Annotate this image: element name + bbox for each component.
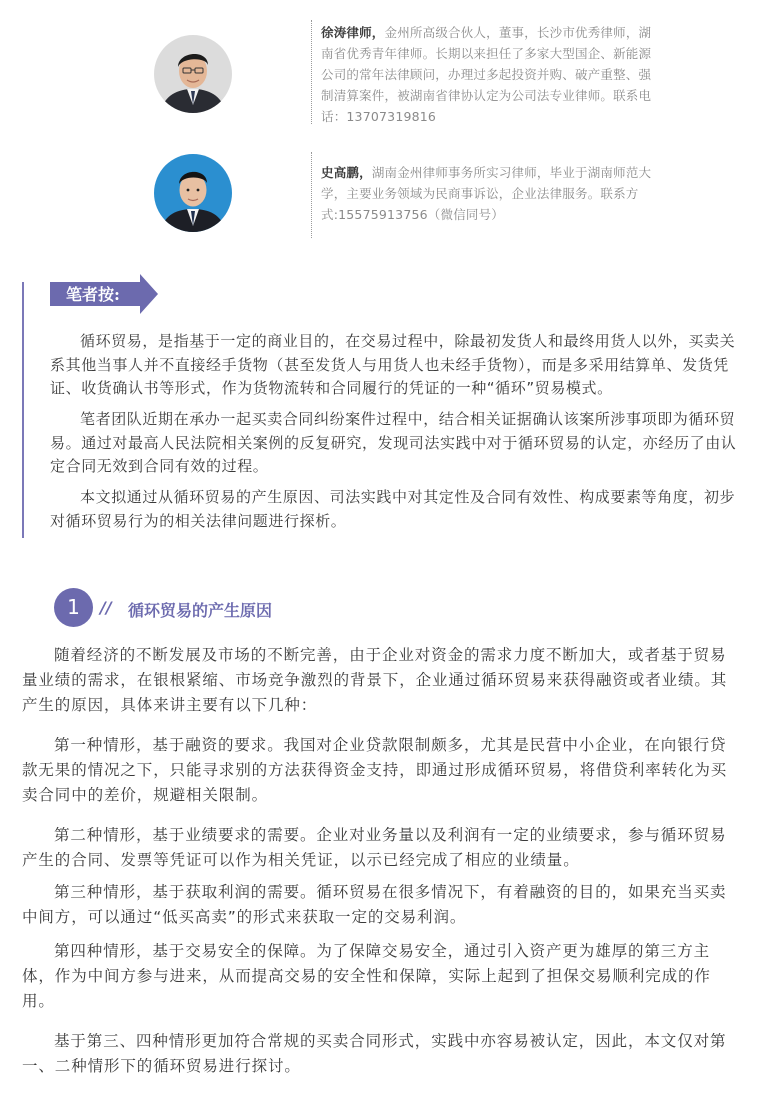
section-title: 循环贸易的产生原因 bbox=[128, 601, 273, 620]
note-paragraph-1: 循环贸易，是指基于一定的商业目的，在交易过程中，除最初发货人和最终用货人以外，买卖关系其他当事人并不直接经手货物（甚至发货人与用货人也未经手货物），而是多采用结算单、发货凭证、收货确认书等形式，作为货物流转和合同履行的凭证的一种“循环”贸易模式。 bbox=[50, 332, 736, 397]
section-paragraph-4: 第三种情形，基于获取利润的需要。循环贸易在很多情况下，有着融资的目的，如果充当买卖中间方，可以通过“低买高卖”的形式来获取一定的交易利润。 bbox=[22, 883, 727, 926]
section-number-badge: 1 bbox=[54, 588, 93, 627]
bio-divider-1 bbox=[311, 20, 312, 124]
author-name-2: 史高鹏， bbox=[321, 165, 372, 180]
note-paragraph-2: 笔者团队近期在承办一起买卖合同纠纷案件过程中，结合相关证据确认该案所涉事项即为循环贸易。通过对最高人民法院相关案例的反复研究，发现司法实践中对于循环贸易的认定，亦经历了由认定合同无效到合同有效的过程。 bbox=[50, 410, 737, 475]
author-bio-1 bbox=[0, 0, 759, 130]
section-heading-1 bbox=[54, 588, 454, 628]
author-bio-text-2: 史高鹏，湖南金州律师事务所实习律师，毕业于湖南师范大 学，主要业务领域为民商事诉讼，企业法律服务。联系方 式:15575913756（微信同号） bbox=[321, 165, 652, 222]
person-portrait-icon bbox=[154, 154, 232, 232]
section-paragraph-1: 随着经济的不断发展及市场的不断完善，由于企业对资金的需求力度不断加大，或者基于贸易量业绩的需求，在银根紧缩、市场竞争激烈的背景下，企业通过循环贸易来获得融资或者业绩。其产生的原因，具体来讲主要有以下几种： bbox=[22, 646, 728, 714]
note-label-banner bbox=[50, 274, 158, 314]
section-paragraph-2: 第一种情形，基于融资的要求。我国对企业贷款限制颇多，尤其是民营中小企业，在向银行贷款无果的情况之下，只能寻求别的方法获得资金支持，即通过形成循环贸易，将借贷利率转化为买卖合同中的差价，规避相关限制。 bbox=[22, 736, 728, 804]
editor-note bbox=[22, 274, 738, 538]
author-bio-text-1: 徐涛律师，金州所高级合伙人，董事，长沙市优秀律师，湖 南省优秀青年律师。长期以来担任了多家大型国企、新能源 公司的常年法律顾问，办理过多起投资并购、破产重整、强 制清算案件，被湖南省律协认定为公司法专业律师。联系电 话：13707319816 bbox=[321, 25, 652, 124]
note-left-bar bbox=[22, 282, 24, 538]
note-label: 笔者按: bbox=[66, 285, 120, 304]
author-name-1: 徐涛律师， bbox=[321, 25, 385, 40]
section-paragraph-5: 第四种情形，基于交易安全的保障。为了保障交易安全，通过引入资产更为雄厚的第三方主体，作为中间方参与进来，从而提高交易的安全性和保障，实际上起到了担保交易顺利完成的作用。 bbox=[22, 942, 711, 1010]
section-paragraph-6: 基于第三、四种情形更加符合常规的买卖合同形式，实践中亦容易被认定，因此，本文仅对第一、二种情形下的循环贸易进行探讨。 bbox=[22, 1032, 727, 1075]
bio-divider-2 bbox=[311, 152, 312, 238]
note-paragraph-3: 本文拟通过从循环贸易的产生原因、司法实践中对其定性及合同有效性、构成要素等角度，初步对循环贸易行为的相关法律问题进行探析。 bbox=[50, 488, 736, 530]
author-photo-2 bbox=[154, 154, 232, 232]
author-photo-1 bbox=[154, 35, 232, 113]
section-paragraph-3: 第二种情形，基于业绩要求的需要。企业对业务量以及利润有一定的业绩要求，参与循环贸易产生的合同、发票等凭证可以作为相关凭证，以示已经完成了相应的业绩量。 bbox=[22, 826, 727, 869]
author-bio-2 bbox=[0, 140, 759, 250]
person-portrait-icon bbox=[154, 35, 232, 113]
section-slash: // bbox=[100, 598, 112, 617]
